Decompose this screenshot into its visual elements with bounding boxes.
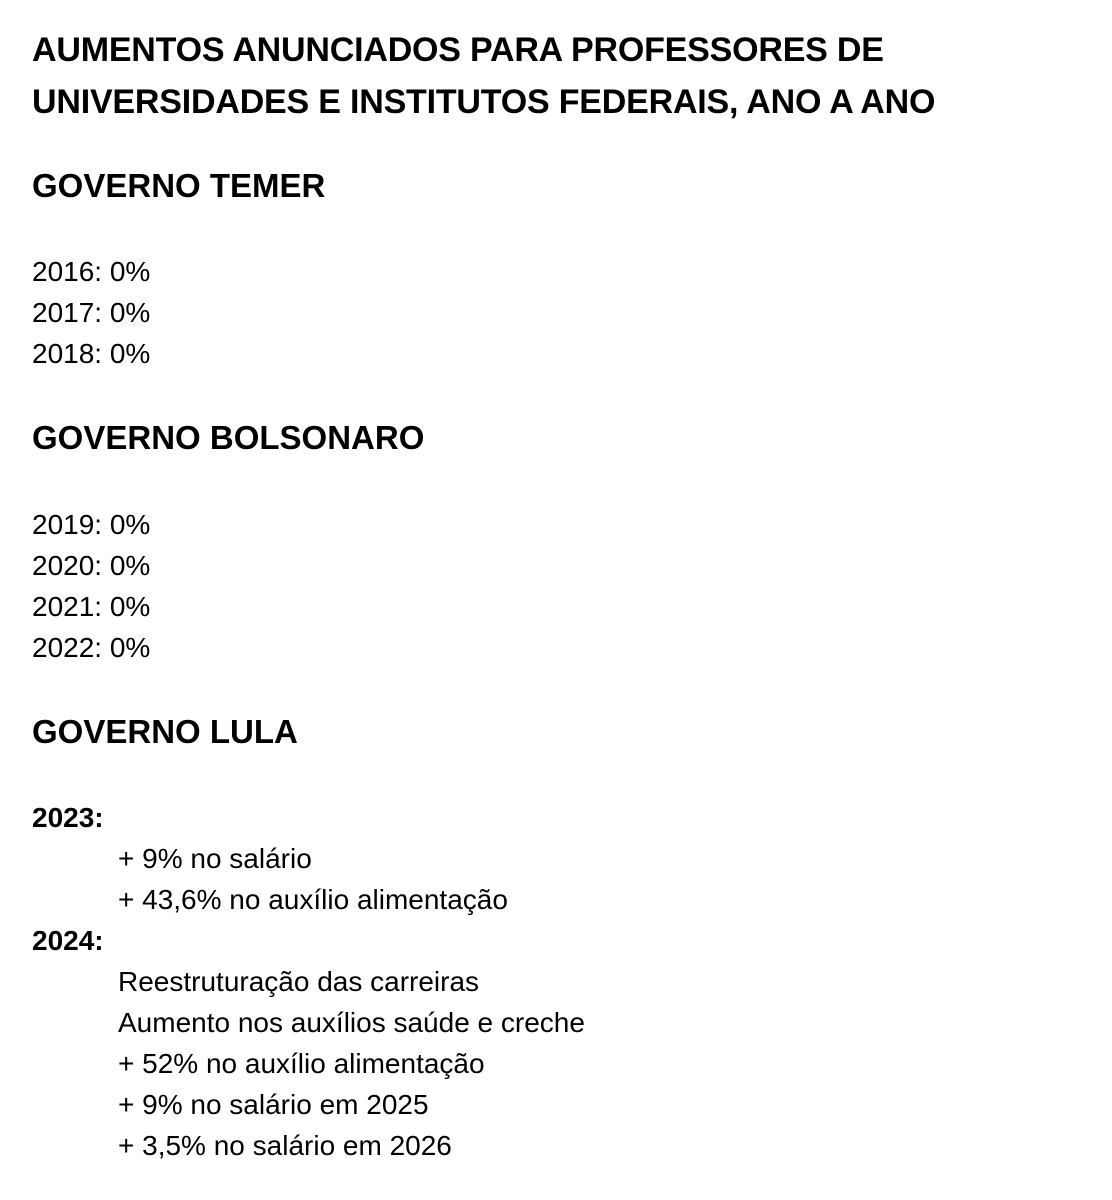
year-label-2023: 2023: xyxy=(32,802,104,833)
year-entry: 2022: 0% xyxy=(32,632,151,663)
year-2023-items xyxy=(32,838,1032,920)
page-title-line-1: AUMENTOS ANUNCIADOS PARA PROFESSORES DE xyxy=(32,31,884,69)
temer-year-list xyxy=(32,251,150,374)
year-label-2024: 2024: xyxy=(32,925,104,956)
list-item: + 43,6% no auxílio alimentação xyxy=(118,884,508,915)
list-item: + 9% no salário xyxy=(118,843,312,874)
list-item: + 3,5% no salário em 2026 xyxy=(118,1130,452,1161)
list-item: + 52% no auxílio alimentação xyxy=(118,1048,485,1079)
list-item: + 9% no salário em 2025 xyxy=(118,1089,429,1120)
year-entry: 2018: 0% xyxy=(32,338,151,369)
section-heading-bolsonaro: GOVERNO BOLSONARO xyxy=(32,419,425,456)
list-item: Reestruturação das carreiras xyxy=(118,966,480,997)
lula-year-list xyxy=(32,797,1032,1166)
year-2024-items xyxy=(32,961,1032,1166)
bolsonaro-year-list xyxy=(32,504,150,668)
section-heading-lula: GOVERNO LULA xyxy=(32,713,298,750)
page-title-line-2: UNIVERSIDADES E INSTITUTOS FEDERAIS, ANO A ANO xyxy=(32,83,936,121)
year-entry: 2020: 0% xyxy=(32,550,151,581)
year-entry: 2021: 0% xyxy=(32,591,151,622)
list-item: Aumento nos auxílios saúde e creche xyxy=(118,1007,585,1038)
year-entry: 2019: 0% xyxy=(32,509,151,540)
year-entry: 2017: 0% xyxy=(32,297,151,328)
section-heading-temer: GOVERNO TEMER xyxy=(32,167,326,204)
page-title xyxy=(32,24,1102,128)
year-entry: 2016: 0% xyxy=(32,256,151,287)
